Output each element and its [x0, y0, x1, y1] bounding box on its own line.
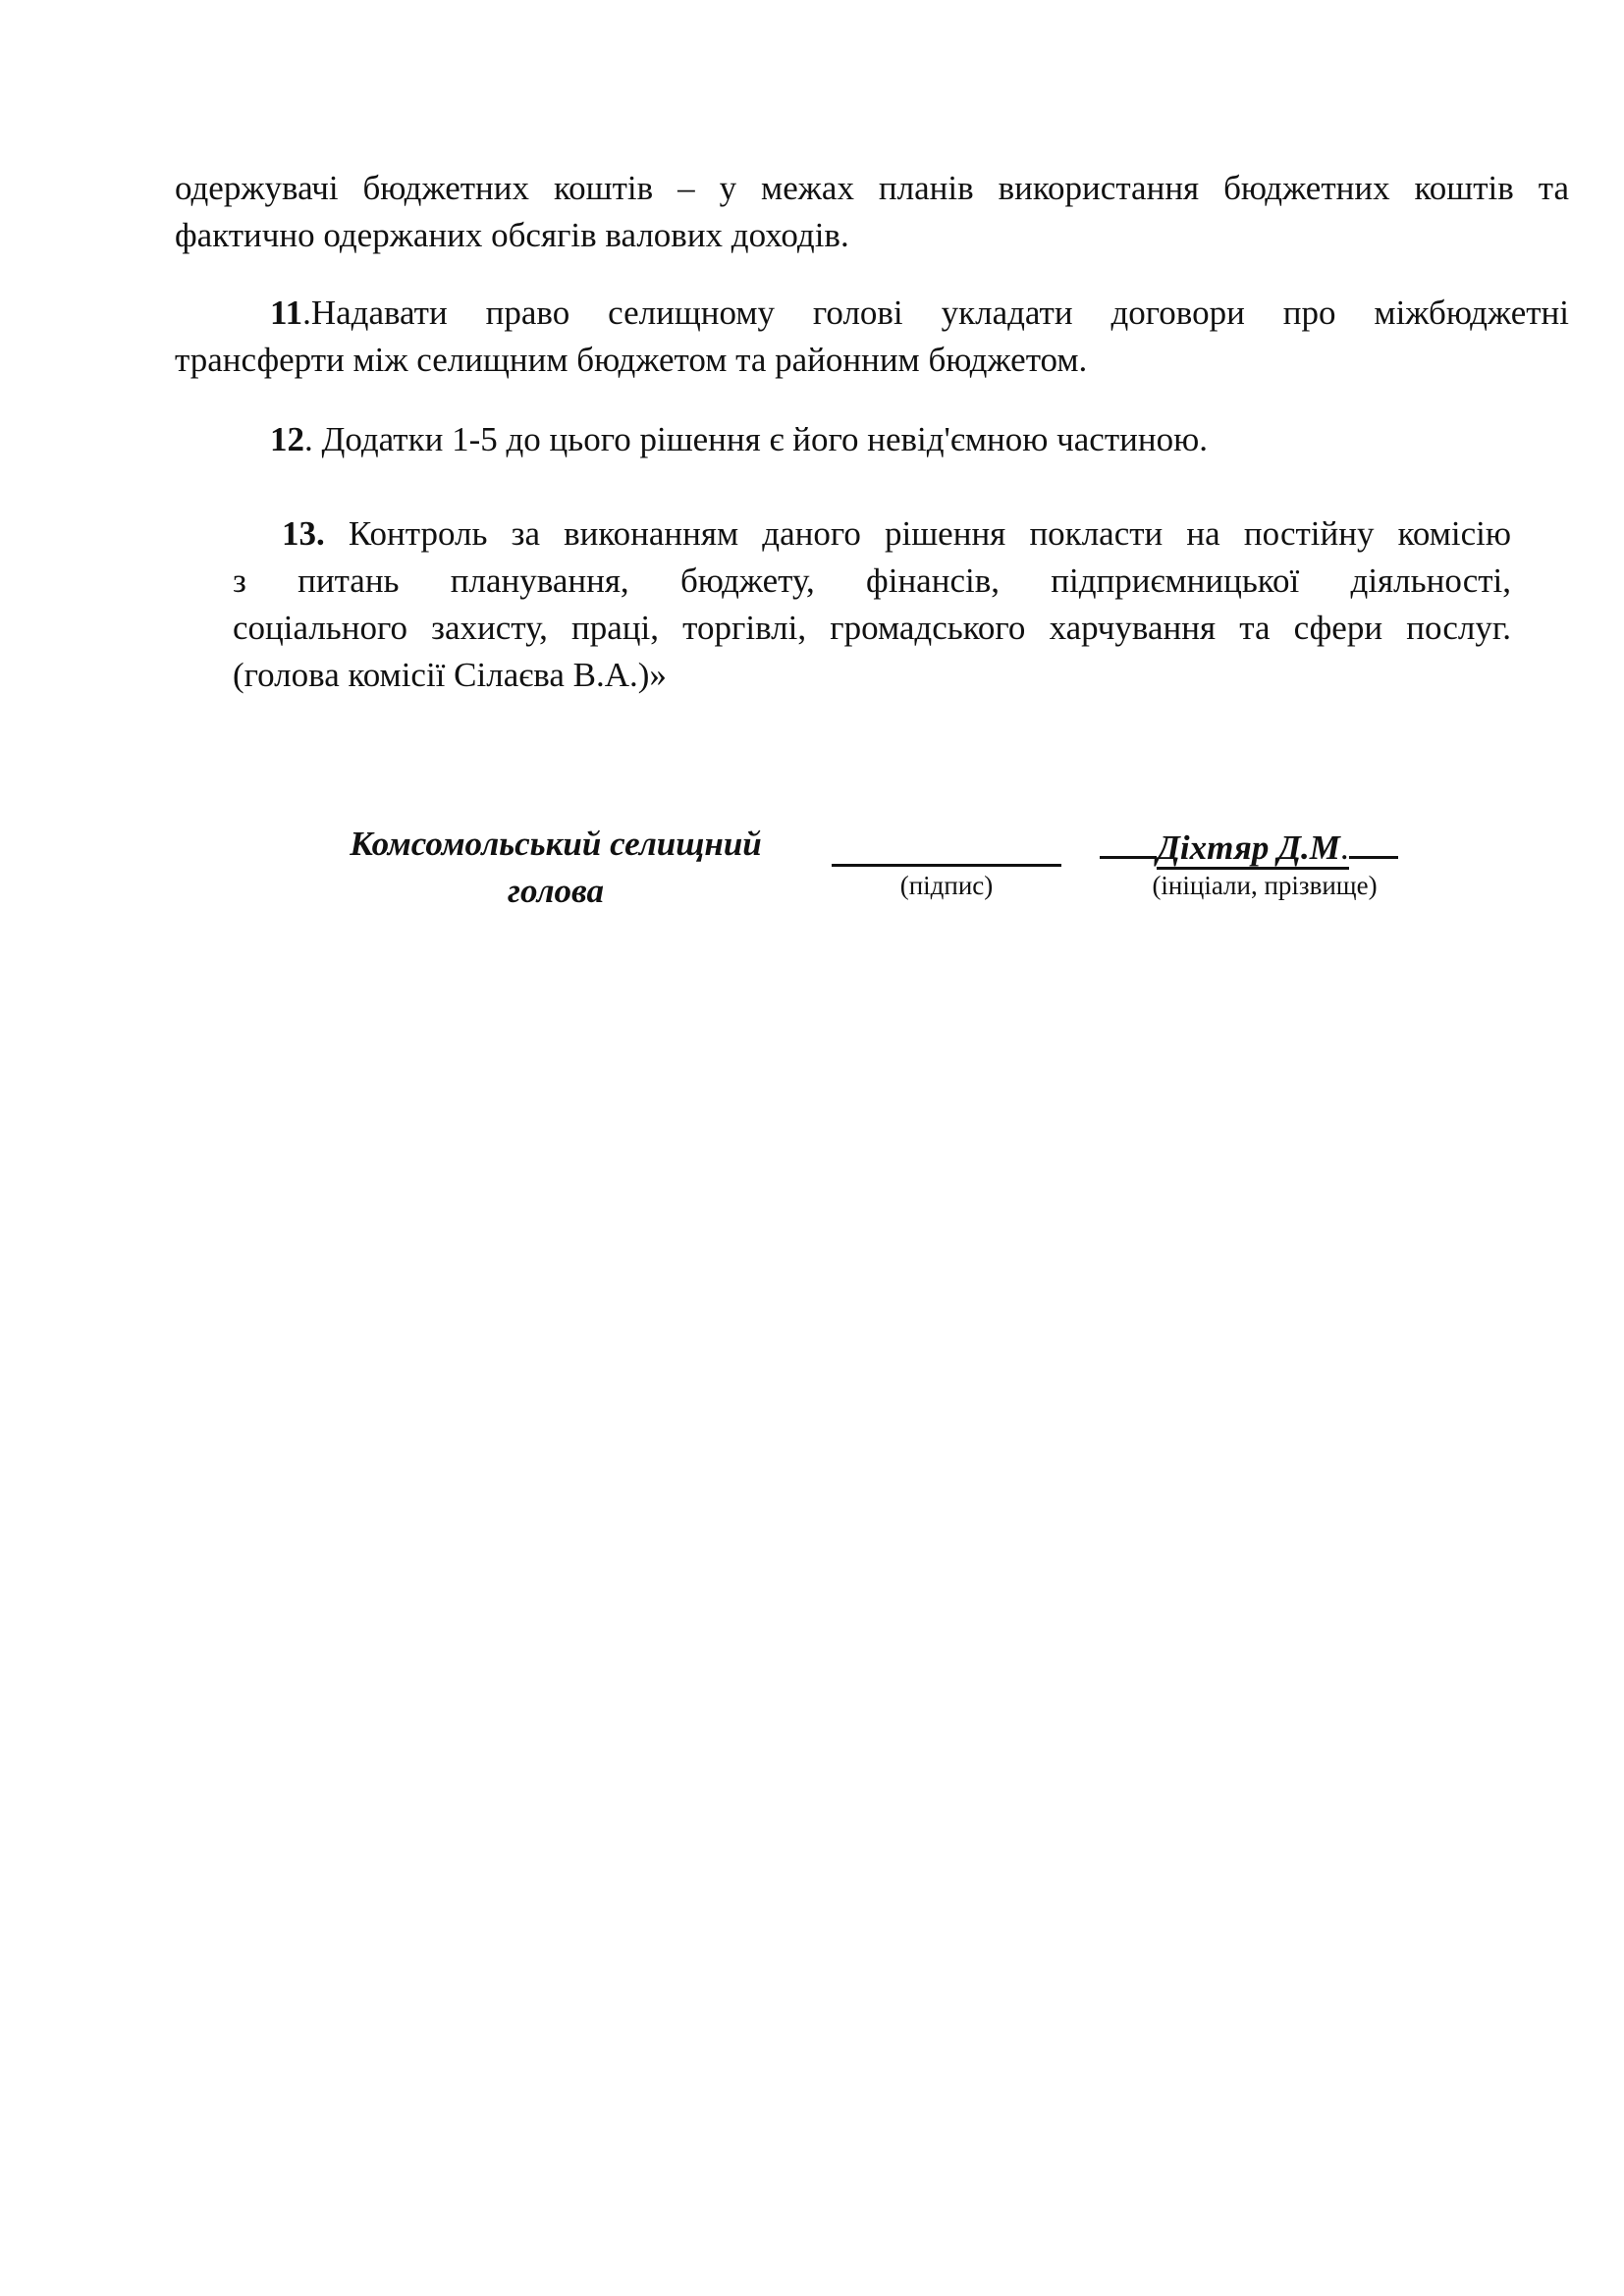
paragraph-line: фактично одержаних обсягів валових доходів. — [175, 216, 849, 254]
paragraph-text: Контроль за виконанням даного рішення покласти на постійну комісію — [324, 514, 1511, 553]
paragraph-13 — [233, 510, 1511, 699]
name-caption: (ініціали, прізвище) — [1152, 871, 1378, 900]
paragraph-line — [233, 510, 1511, 558]
paragraph-line: соціального захисту, праці, торгівлі, громадського харчування та сфери послуг. — [233, 609, 1511, 647]
paragraph-line: одержувачі бюджетних коштів – у межах планів використання бюджетних коштів та — [175, 169, 1569, 207]
paragraph-line — [175, 290, 1569, 337]
paragraph-line: (голова комісії Сілаєва В.А.)» — [233, 656, 667, 694]
paragraph-line: трансферти між селищним бюджетом та районним бюджетом. — [175, 341, 1088, 379]
underline-pad — [1349, 821, 1398, 859]
signatory-name-field — [1100, 821, 1430, 872]
signatory-title-line: Комсомольський селищний — [350, 825, 762, 863]
paragraph-number: 13. — [282, 514, 325, 553]
paragraph-11 — [175, 290, 1569, 384]
paragraph-number: 11 — [270, 294, 303, 332]
paragraph-line — [175, 416, 1569, 463]
signatory-name: Діхтяр Д.М — [1157, 828, 1340, 870]
signature-line — [832, 864, 1061, 867]
paragraph-number: 12 — [270, 420, 304, 458]
paragraph-12 — [175, 416, 1569, 463]
signatory-title — [314, 821, 797, 915]
underline-pad — [1100, 821, 1157, 859]
signatory-title-line: голова — [508, 872, 604, 910]
paragraph-text: .Надавати право селищному голові укладати договори про міжбюджетні — [302, 294, 1569, 332]
signature-caption: (підпис) — [899, 871, 994, 900]
paragraph-10-continuation — [175, 165, 1569, 259]
paragraph-line: з питань планування, бюджету, фінансів, підприємницької діяльності, — [233, 561, 1511, 600]
paragraph-text: . Додатки 1-5 до цього рішення є його невід'ємною частиною. — [304, 420, 1208, 458]
signatory-name-dot: . — [1340, 828, 1349, 870]
